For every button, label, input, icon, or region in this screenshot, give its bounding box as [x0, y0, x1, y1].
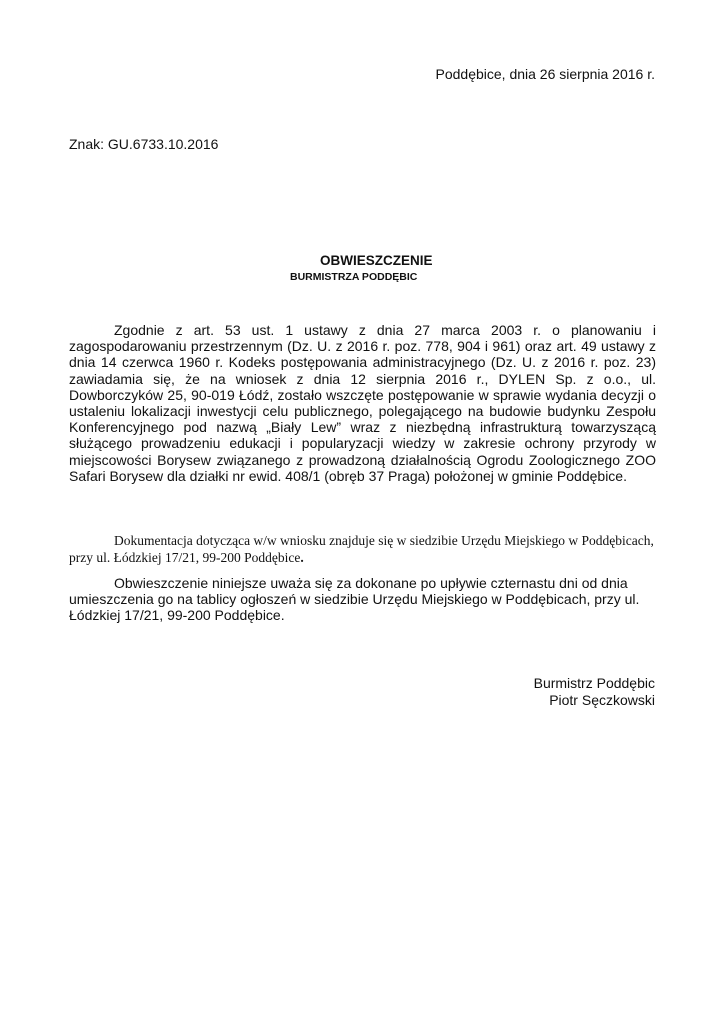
final-paragraph: Obwieszczenie niniejsze uważa się za dokonane po upływie czternastu dni od dnia umieszczenia go na tablicy ogłoszeń w siedzibie Urzędu Miejskiego w Poddębicach, przy ul. Łódzkiej 17/21, 99-200 Poddębice.	[69, 575, 640, 624]
place-date: Poddębice, dnia 26 sierpnia 2016 r.	[435, 66, 655, 82]
documentation-paragraph	[69, 533, 656, 566]
document-subtitle: BURMISTRZA PODDĘBIC	[290, 271, 418, 283]
main-paragraph: Zgodnie z art. 53 ust. 1 ustawy z dnia 27 marca 2003 r. o planowaniu i zagospodarowaniu przestrzennym (Dz. U. z 2016 r. poz. 778, 904 i 961) oraz art. 49 ustawy z dnia 14 czerwca 1960 r. Kodeks postępowania administracyjnego (Dz. U. z 2016 r. poz. 23) zawiadamia się, że na wniosek z dnia 12 sierpnia 2016 r., DYLEN Sp. z o.o., ul. Dowborczyków 25, 90-019 Łódź, zostało wszczęte postępowanie w sprawie wydania decyzji o ustaleniu lokalizacji inwestycji celu publicznego, polegającego na budowie budynku Zespołu Konferencyjnego pod nazwą „Biały Lew” wraz z niezbędną infrastrukturą towarzyszącą służącego prowadzeniu edukacji i popularyzacji wiedzy w zakresie ochrony przyrody w miejscowości Borysew związanego z prowadzoną działalnością Ogrodu Zoologicznego ZOO Safari Borysew dla działki nr ewid. 408/1 (obręb 37 Praga) położonej w gminie Poddębice.	[69, 322, 656, 484]
documentation-text: Dokumentacja dotycząca w/w wniosku znajduje się w siedzibie Urzędu Miejskiego w Poddębicach, przy ul. Łódzkiej 17/21, 99-200 Poddębice	[69, 533, 654, 565]
reference-number: Znak: GU.6733.10.2016	[69, 136, 219, 152]
document-title: OBWIESZCZENIE	[320, 253, 433, 268]
documentation-end: .	[300, 549, 304, 565]
signature-name: Piotr Sęczkowski	[549, 691, 655, 708]
signature-office: Burmistrz Poddębic	[533, 675, 655, 691]
signature-block	[534, 675, 655, 708]
